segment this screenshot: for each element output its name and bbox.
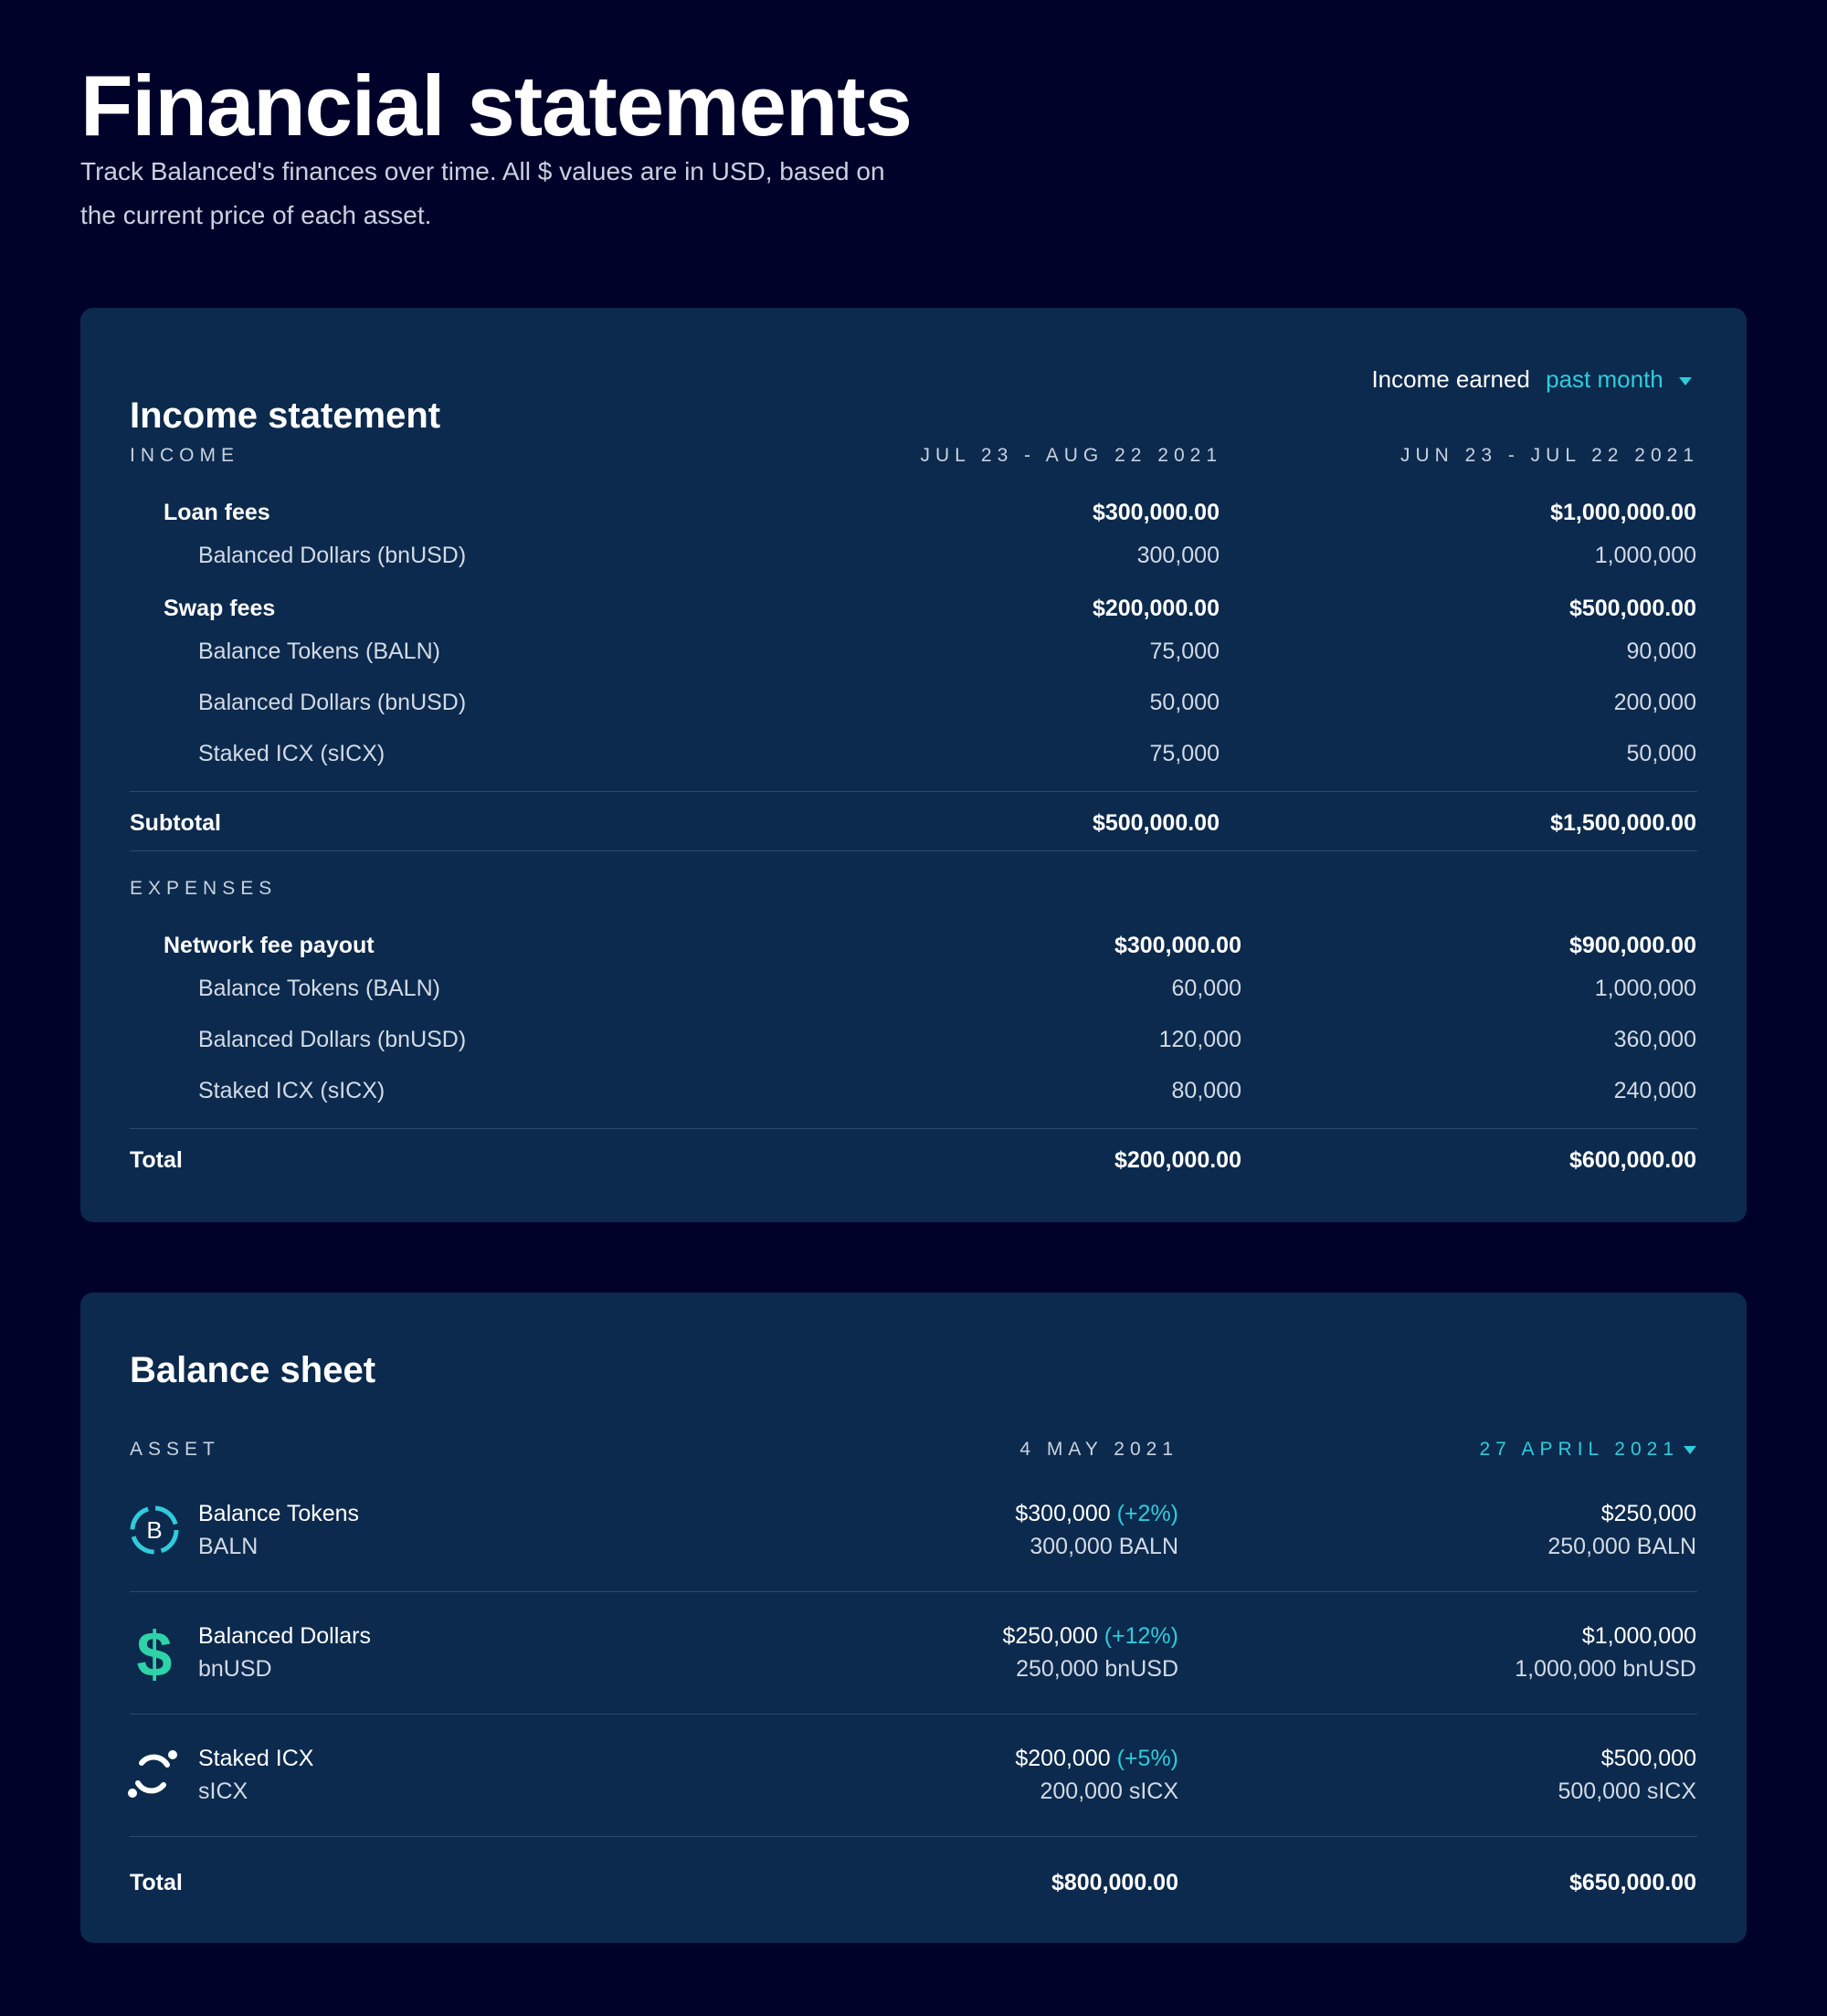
loan-fees-previous: $1,000,000.00 xyxy=(1550,500,1696,525)
asset-current-usd-value: $300,000 xyxy=(1015,1501,1111,1526)
asset-header: ASSET xyxy=(130,1439,220,1460)
swap-fees-item-label: Balanced Dollars (bnUSD) xyxy=(198,690,467,715)
period-previous-header: JUN 23 - JUL 22 2021 xyxy=(1400,445,1699,466)
loan-fees-item-previous: 1,000,000 xyxy=(1594,543,1696,568)
network-fee-item-label: Balance Tokens (BALN) xyxy=(198,976,440,1001)
swap-fees-previous: $500,000.00 xyxy=(1568,596,1696,621)
subtotal-previous: $1,500,000.00 xyxy=(1550,810,1696,836)
network-fee-item-previous: 240,000 xyxy=(1613,1078,1696,1103)
income-total-label: Total xyxy=(130,1147,183,1173)
loan-fees-item-label: Balanced Dollars (bnUSD) xyxy=(198,543,467,568)
dollar-sign-icon xyxy=(129,1621,180,1685)
asset-previous-usd: $1,000,000 xyxy=(1581,1623,1696,1649)
income-period-filter[interactable] xyxy=(1371,367,1692,391)
swap-fees-item-label: Staked ICX (sICX) xyxy=(198,741,385,766)
loan-fees-item-current: 300,000 xyxy=(1136,543,1220,568)
swap-fees-item-current: 50,000 xyxy=(1149,690,1220,715)
swap-fees-label: Swap fees xyxy=(164,596,276,621)
chevron-down-icon xyxy=(1684,1446,1696,1454)
asset-previous-amount: 500,000 sICX xyxy=(1558,1779,1696,1804)
swap-fees-item-current: 75,000 xyxy=(1149,639,1220,664)
network-fee-item-current: 60,000 xyxy=(1171,976,1241,1001)
network-fee-item-label: Balanced Dollars (bnUSD) xyxy=(198,1027,467,1052)
income-filter-value: past month xyxy=(1546,365,1663,393)
asset-name: Staked ICX xyxy=(198,1746,314,1771)
expenses-header: EXPENSES xyxy=(130,878,278,899)
network-fee-label: Network fee payout xyxy=(164,933,375,958)
asset-current-usd xyxy=(1015,1747,1178,1770)
divider xyxy=(130,791,1697,792)
balance-total-label: Total xyxy=(130,1870,183,1895)
page-title: Financial statements xyxy=(80,58,912,153)
network-fee-item-current: 120,000 xyxy=(1158,1027,1241,1052)
balance-total-current: $800,000.00 xyxy=(1051,1870,1178,1895)
asset-current-usd xyxy=(1002,1625,1178,1648)
swap-fees-current: $200,000.00 xyxy=(1092,596,1220,621)
asset-name: Balance Tokens xyxy=(198,1501,360,1526)
asset-current-usd-value: $200,000 xyxy=(1015,1746,1111,1771)
asset-symbol: BALN xyxy=(198,1534,259,1559)
loan-fees-current: $300,000.00 xyxy=(1092,500,1220,525)
divider xyxy=(130,1714,1697,1715)
asset-current-change: (+12%) xyxy=(1104,1623,1178,1649)
asset-previous-amount: 1,000,000 bnUSD xyxy=(1515,1656,1696,1682)
swap-fees-item-previous: 50,000 xyxy=(1626,741,1696,766)
asset-current-amount: 250,000 bnUSD xyxy=(1016,1656,1178,1682)
asset-previous-usd: $500,000 xyxy=(1600,1746,1696,1771)
asset-current-usd xyxy=(1015,1503,1178,1525)
asset-current-change: (+2%) xyxy=(1116,1501,1178,1526)
swap-fees-item-label: Balance Tokens (BALN) xyxy=(198,639,440,664)
network-fee-current: $300,000.00 xyxy=(1114,933,1241,958)
svg-text:B: B xyxy=(146,1516,163,1544)
swap-fees-item-previous: 90,000 xyxy=(1626,639,1696,664)
income-filter-label: Income earned xyxy=(1371,365,1530,393)
asset-symbol: bnUSD xyxy=(198,1656,272,1682)
asset-current-amount: 300,000 BALN xyxy=(1030,1534,1178,1559)
income-statement-title: Income statement xyxy=(130,396,441,437)
balance-sheet-title: Balance sheet xyxy=(130,1350,376,1390)
period-current-header: JUL 23 - AUG 22 2021 xyxy=(920,445,1222,466)
page-subtitle: Track Balanced's finances over time. All $ values are in USD, based on the current price of each asset. xyxy=(80,157,885,229)
balance-total-previous: $650,000.00 xyxy=(1568,1870,1696,1895)
network-fee-previous: $900,000.00 xyxy=(1568,933,1696,958)
asset-current-change: (+5%) xyxy=(1116,1746,1178,1771)
network-fee-item-label: Staked ICX (sICX) xyxy=(198,1078,385,1103)
income-total-current: $200,000.00 xyxy=(1114,1147,1241,1173)
income-header: INCOME xyxy=(130,445,239,466)
income-total-previous: $600,000.00 xyxy=(1568,1147,1696,1173)
divider xyxy=(130,1591,1697,1592)
divider xyxy=(130,1128,1697,1129)
asset-current-usd-value: $250,000 xyxy=(1002,1623,1098,1649)
subtotal-current: $500,000.00 xyxy=(1092,810,1220,836)
divider xyxy=(130,1836,1697,1837)
swap-fees-item-previous: 200,000 xyxy=(1613,690,1696,715)
date-current-header: 4 MAY 2021 xyxy=(1019,1439,1178,1460)
network-fee-item-previous: 360,000 xyxy=(1613,1027,1696,1052)
asset-previous-amount: 250,000 BALN xyxy=(1547,1534,1696,1559)
asset-symbol: sICX xyxy=(198,1779,248,1804)
date-previous-selector[interactable]: 27 APRIL 2021 xyxy=(1479,1439,1679,1460)
asset-previous-usd: $250,000 xyxy=(1600,1501,1696,1526)
subtotal-label: Subtotal xyxy=(130,810,221,836)
asset-current-amount: 200,000 sICX xyxy=(1040,1779,1178,1804)
network-fee-item-previous: 1,000,000 xyxy=(1594,976,1696,1001)
network-fee-item-current: 80,000 xyxy=(1171,1078,1241,1103)
loan-fees-label: Loan fees xyxy=(164,500,270,525)
swap-fees-item-current: 75,000 xyxy=(1149,741,1220,766)
chevron-down-icon xyxy=(1679,377,1692,385)
divider xyxy=(130,850,1697,851)
asset-name: Balanced Dollars xyxy=(198,1623,371,1649)
svg-text:$: $ xyxy=(136,1621,173,1685)
baln-token-icon xyxy=(129,1504,180,1556)
icx-token-icon xyxy=(127,1748,178,1800)
